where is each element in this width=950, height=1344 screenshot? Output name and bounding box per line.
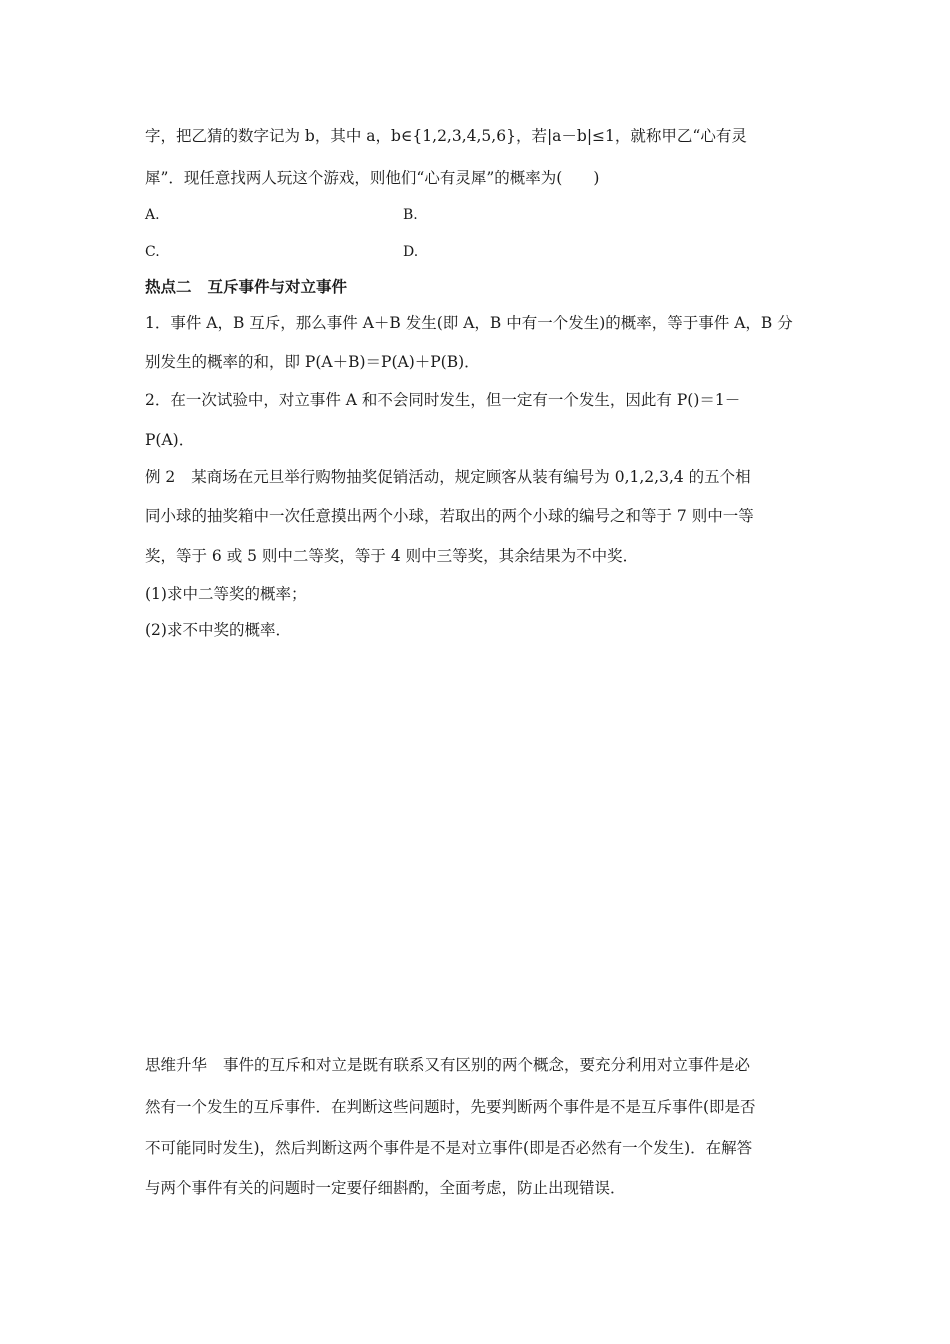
summary-line-1	[145, 1055, 750, 1075]
example-question-2: (2)求不中奖的概率．	[145, 621, 291, 639]
option-c: C.	[145, 244, 160, 260]
option-d: D.	[403, 244, 419, 260]
section-paragraph-1-line-2: 别发生的概率的和，即 P(A＋B)＝P(A)＋P(B)．	[145, 353, 480, 371]
example-line-2: 同小球的抽奖箱中一次任意摸出两个小球，若取出的两个小球的编号之和等于 7 则中一等	[145, 507, 754, 525]
section-paragraph-2-line-1: 2．在一次试验中，对立事件 A 和不会同时发生，但一定有一个发生，因此有 P()＝1－	[145, 391, 741, 409]
example-question-1: (1)求中二等奖的概率；	[145, 585, 307, 603]
option-b: B.	[403, 207, 418, 223]
section-heading-title: 互斥事件与对立事件	[207, 278, 348, 296]
summary-label: 思维升华	[145, 1056, 208, 1074]
summary-line-4: 与两个事件有关的问题时一定要仔细斟酌，全面考虑，防止出现错误．	[145, 1179, 626, 1197]
summary-text-1: 事件的互斥和对立是既有联系又有区别的两个概念，要充分利用对立事件是必	[223, 1056, 751, 1074]
example-label: 例 2	[145, 468, 176, 486]
section-paragraph-1-line-1: 1．事件 A，B 互斥，那么事件 A＋B 发生(即 A，B 中有一个发生)的概率，等于事件 A，B 分	[145, 314, 793, 332]
summary-line-2: 然有一个发生的互斥事件．在判断这些问题时，先要判断两个事件是不是互斥事件(即是否	[145, 1098, 756, 1116]
option-a: A.	[145, 207, 160, 223]
summary-line-3: 不可能同时发生)，然后判断这两个事件是不是对立事件(即是否必然有一个发生)．在解答	[145, 1139, 753, 1157]
section-paragraph-2-line-2: P(A)．	[145, 431, 195, 449]
example-text-1: 某商场在元旦举行购物抽奖促销活动，规定顾客从装有编号为 0,1,2,3,4 的五个相	[191, 468, 751, 486]
section-heading-label: 热点二	[145, 278, 192, 296]
example-line-3: 奖，等于 6 或 5 则中二等奖，等于 4 则中三等奖，其余结果为不中奖．	[145, 547, 639, 565]
example-line-1	[145, 467, 751, 487]
section-heading	[145, 277, 347, 297]
problem-line-1: 字，把乙猜的数字记为 b，其中 a，b∈{1,2,3,4,5,6}，若|a－b|≤1，就称甲乙“心有灵	[145, 127, 747, 145]
problem-line-2: 犀”．现任意找两人玩这个游戏，则他们“心有灵犀”的概率为( )	[145, 169, 600, 187]
